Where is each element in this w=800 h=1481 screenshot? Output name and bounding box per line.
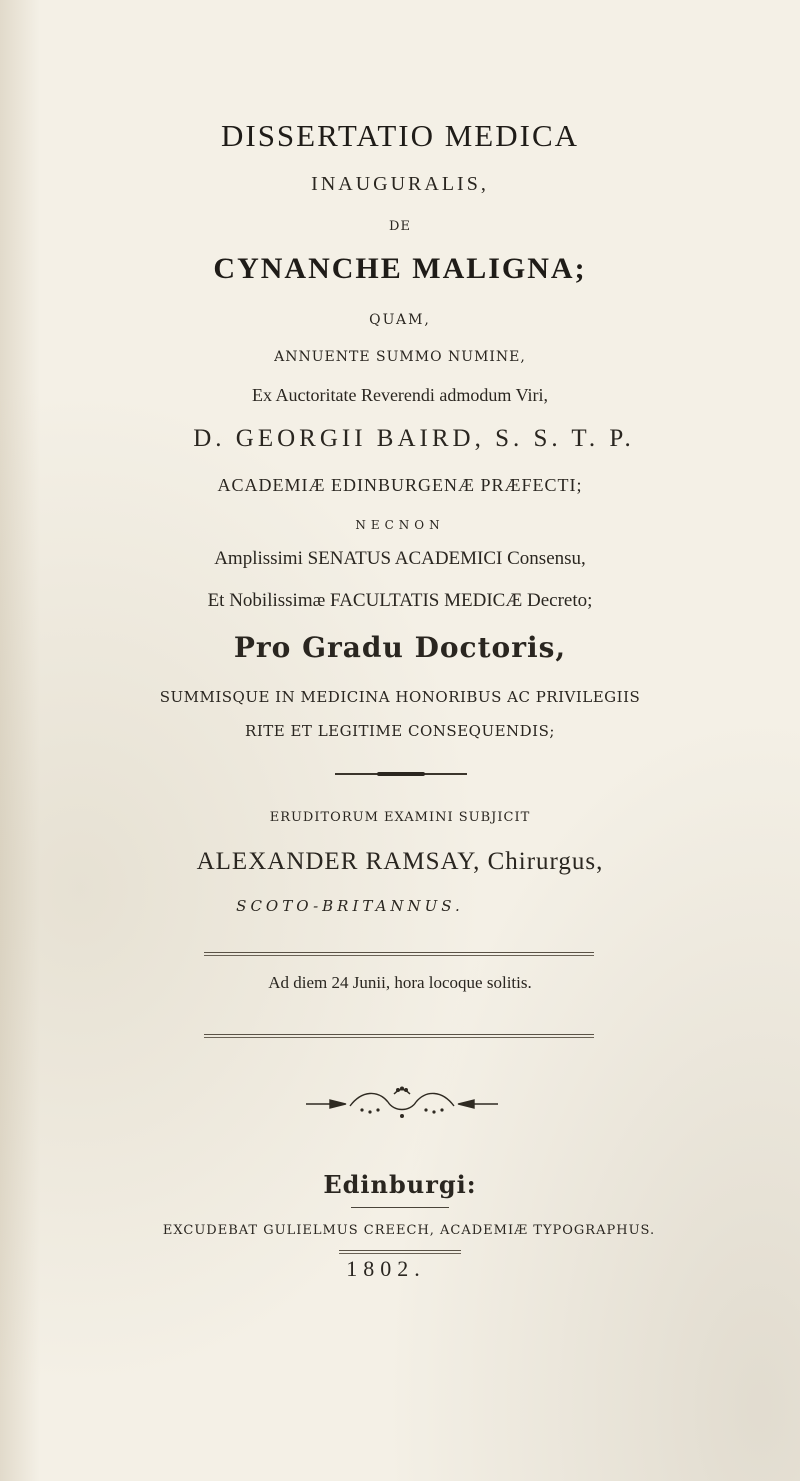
academiae-line: ACADEMIÆ EDINBURGENÆ PRÆFECTI; xyxy=(217,475,583,495)
rector-name: D. GEORGII BAIRD, S. S. T. P. xyxy=(193,425,635,452)
annuente-line: ANNUENTE SUMMO NUMINE, xyxy=(274,349,526,365)
dissertation-title: DISSERTATIO MEDICA xyxy=(220,118,580,153)
divider-double-bottom xyxy=(204,1034,594,1035)
imprint-year: 1802. xyxy=(346,1256,426,1281)
author-name: ALEXANDER RAMSAY, Chirurgus, xyxy=(196,848,604,875)
senatus-line: Amplissimi SENATUS ACADEMICI Consensu, xyxy=(214,548,586,569)
examini-line: ERUDITORUM EXAMINI SUBJICIT xyxy=(269,810,531,825)
necnon-label: NECNON xyxy=(355,518,445,532)
defense-date: Ad diem 24 Junii, hora locoque solitis. xyxy=(268,973,532,992)
divider-place xyxy=(351,1207,449,1208)
dissertation-subtitle: INAUGURALIS, xyxy=(311,173,489,195)
quam-label: QUAM, xyxy=(369,312,431,328)
honoribus-line: SUMMISQUE IN MEDICINA HONORIBUS AC PRIVILEGIIS xyxy=(159,688,641,706)
dissertation-topic: CYNANCHE MALIGNA; xyxy=(213,252,587,285)
divider-short xyxy=(335,773,467,775)
consequendis-line: RITE ET LEGITIME CONSEQUENDIS; xyxy=(245,722,555,740)
divider-year xyxy=(339,1250,461,1251)
de-label: DE xyxy=(389,219,411,234)
imprint-place: Edinburgi: xyxy=(323,1170,477,1199)
gradu-doctoris: Pro Gradu Doctoris, xyxy=(233,631,567,664)
facultatis-line: Et Nobilissimæ FACULTATIS MEDICÆ Decreto; xyxy=(207,590,593,611)
author-origin: SCOTO-BRITANNUS. xyxy=(236,897,464,915)
auctoritate-line: Ex Auctoritate Reverendi admodum Viri, xyxy=(251,385,548,405)
printer-line: EXCUDEBAT GULIELMUS CREECH, ACADEMIÆ TYPOGRAPHUS. xyxy=(162,1223,656,1238)
ornament-icon xyxy=(302,1086,502,1120)
divider-double-top xyxy=(204,952,594,953)
